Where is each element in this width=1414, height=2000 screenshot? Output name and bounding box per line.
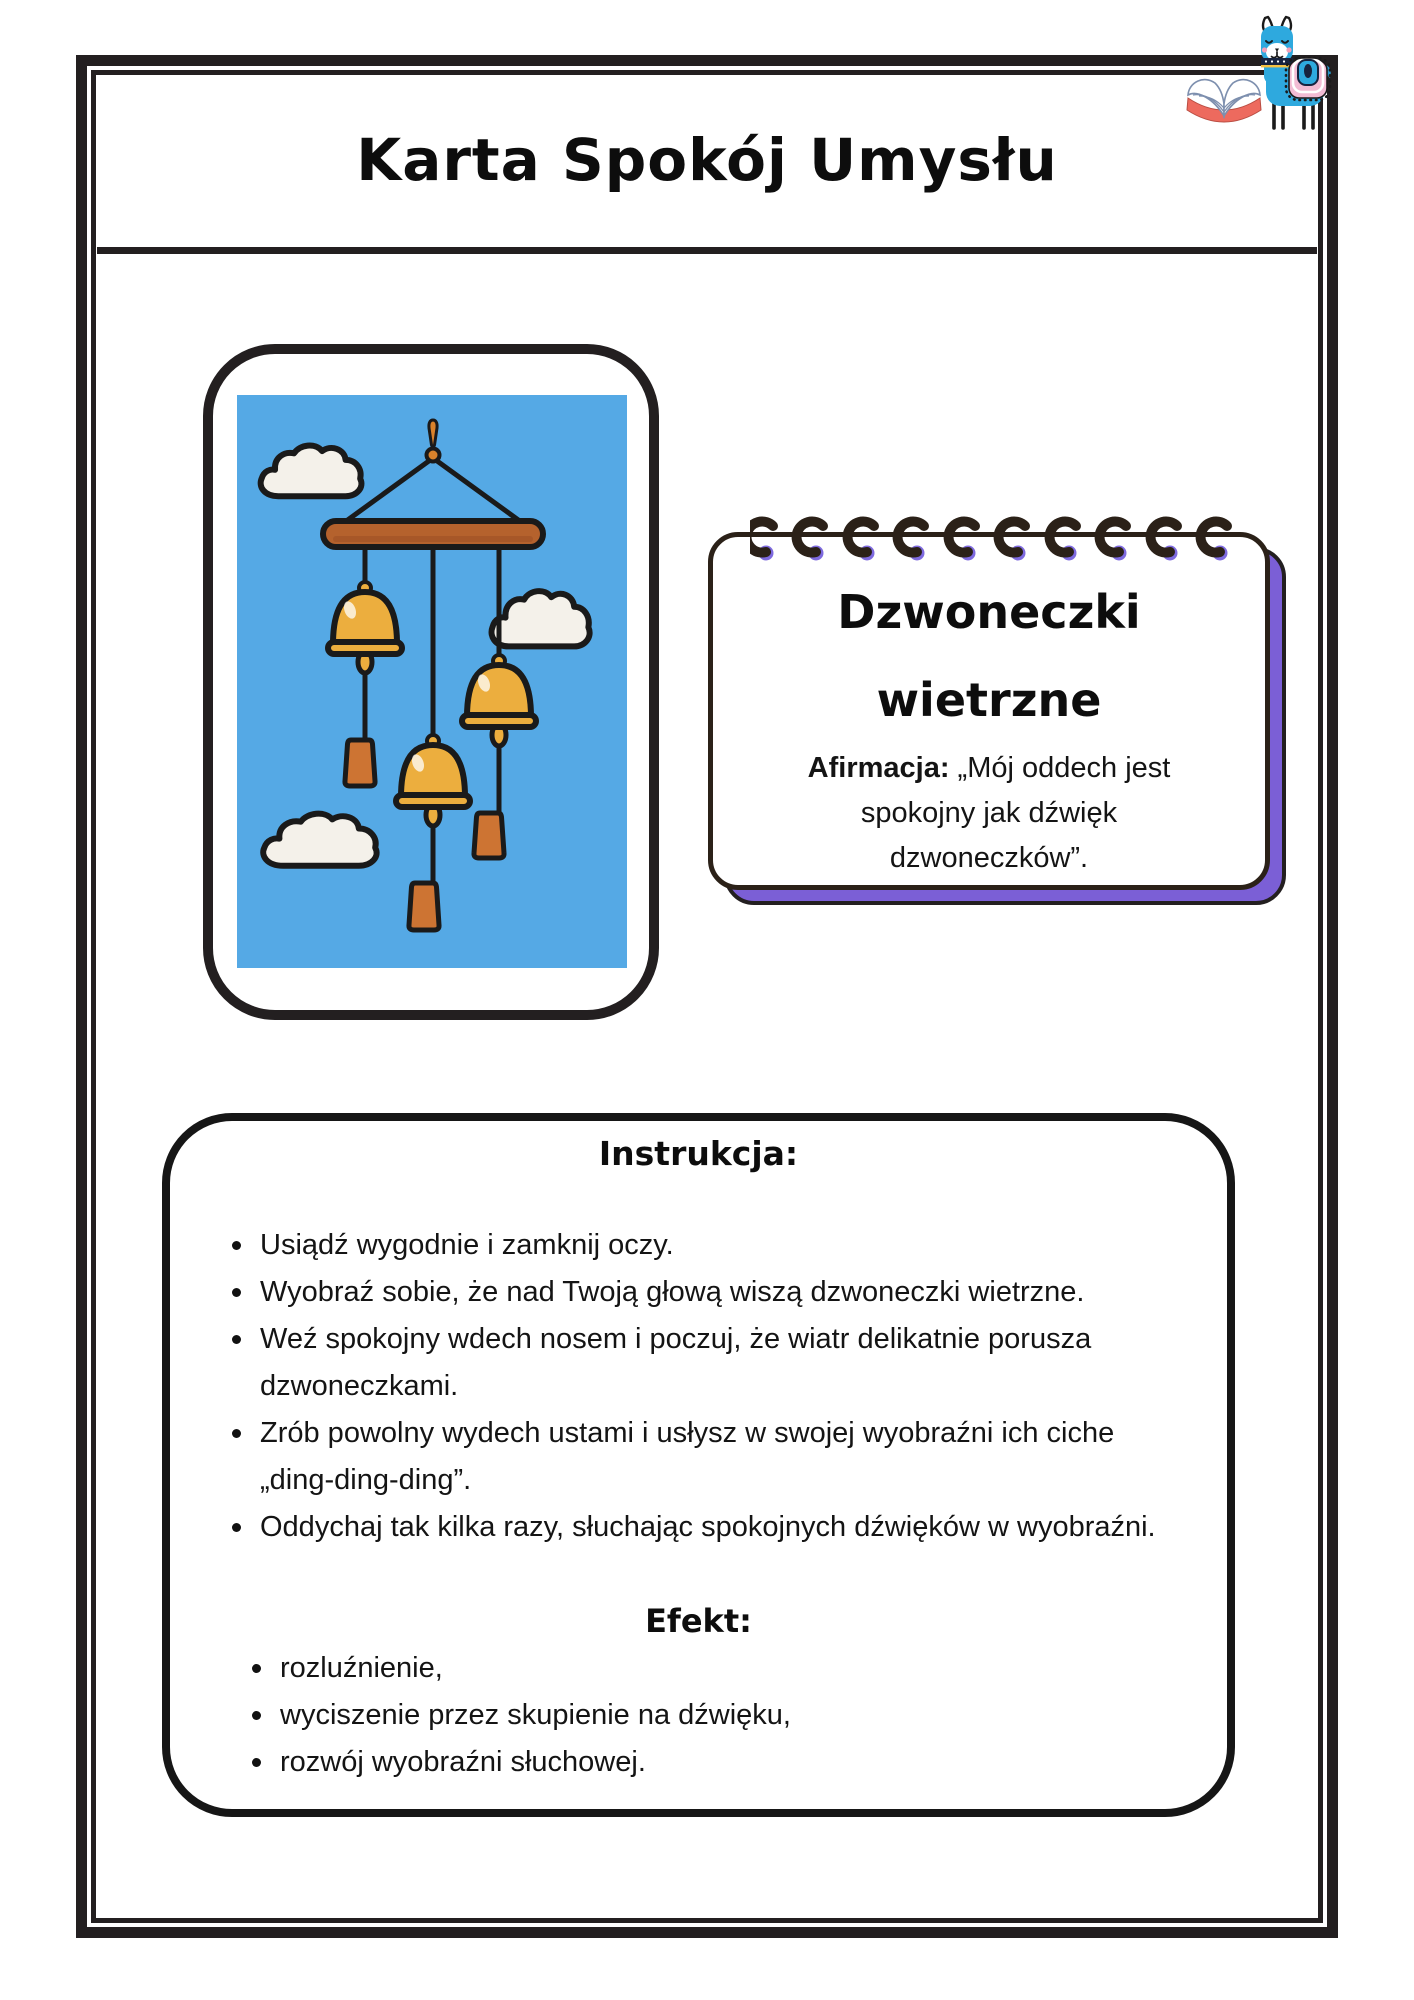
instruction-text: Zrób powolny wydech ustami i usłysz w swojej wyobraźni ich ciche „ding-ding-ding”.	[260, 1417, 1115, 1496]
instruction-list	[224, 1222, 1184, 1551]
spiral-binding-icon	[750, 500, 1242, 574]
header-divider	[97, 247, 1317, 254]
page-title: Karta Spokój Umysłu	[356, 126, 1058, 194]
note-card-title	[708, 568, 1270, 744]
effect-text: rozluźnienie,	[280, 1652, 443, 1684]
list-item	[244, 1739, 1184, 1786]
llama-mascot-icon	[1182, 12, 1352, 137]
wind-chime-illustration	[237, 395, 627, 968]
list-item	[224, 1504, 1184, 1551]
affirmation-text	[769, 746, 1209, 881]
instruction-text: Wyobraź sobie, że nad Twoją głową wiszą dzwoneczki wietrzne.	[260, 1276, 1085, 1308]
effect-text: wyciszenie przez skupienie na dźwięku,	[280, 1699, 791, 1731]
note-title-line1: Dzwoneczki	[837, 585, 1141, 639]
list-item	[224, 1316, 1184, 1410]
list-item	[224, 1222, 1184, 1269]
instruction-text: Oddychaj tak kilka razy, słuchając spokojnych dźwięków w wyobraźni.	[260, 1511, 1156, 1543]
affirmation-label: Afirmacja:	[807, 752, 950, 784]
llama-body	[1261, 17, 1331, 128]
instruction-text: Weź spokojny wdech nosem i poczuj, że wiatr delikatnie porusza dzwoneczkami.	[260, 1323, 1092, 1402]
instruction-heading: Instrukcja:	[598, 1134, 799, 1173]
list-item	[244, 1645, 1184, 1692]
wooden-bar	[323, 521, 543, 547]
effect-heading: Efekt:	[645, 1602, 752, 1640]
list-item	[244, 1692, 1184, 1739]
book-icon	[1187, 80, 1261, 122]
note-title-line2: wietrzne	[876, 673, 1102, 727]
affirmation-quote: „Mój oddech jest spokojny jak dźwięk dzwoneczków”.	[860, 752, 1171, 874]
list-item	[224, 1410, 1184, 1504]
effect-text: rozwój wyobraźni słuchowej.	[280, 1746, 646, 1778]
instruction-text: Usiądź wygodnie i zamknij oczy.	[260, 1229, 674, 1261]
list-item	[224, 1269, 1184, 1316]
effect-list	[244, 1645, 1184, 1786]
